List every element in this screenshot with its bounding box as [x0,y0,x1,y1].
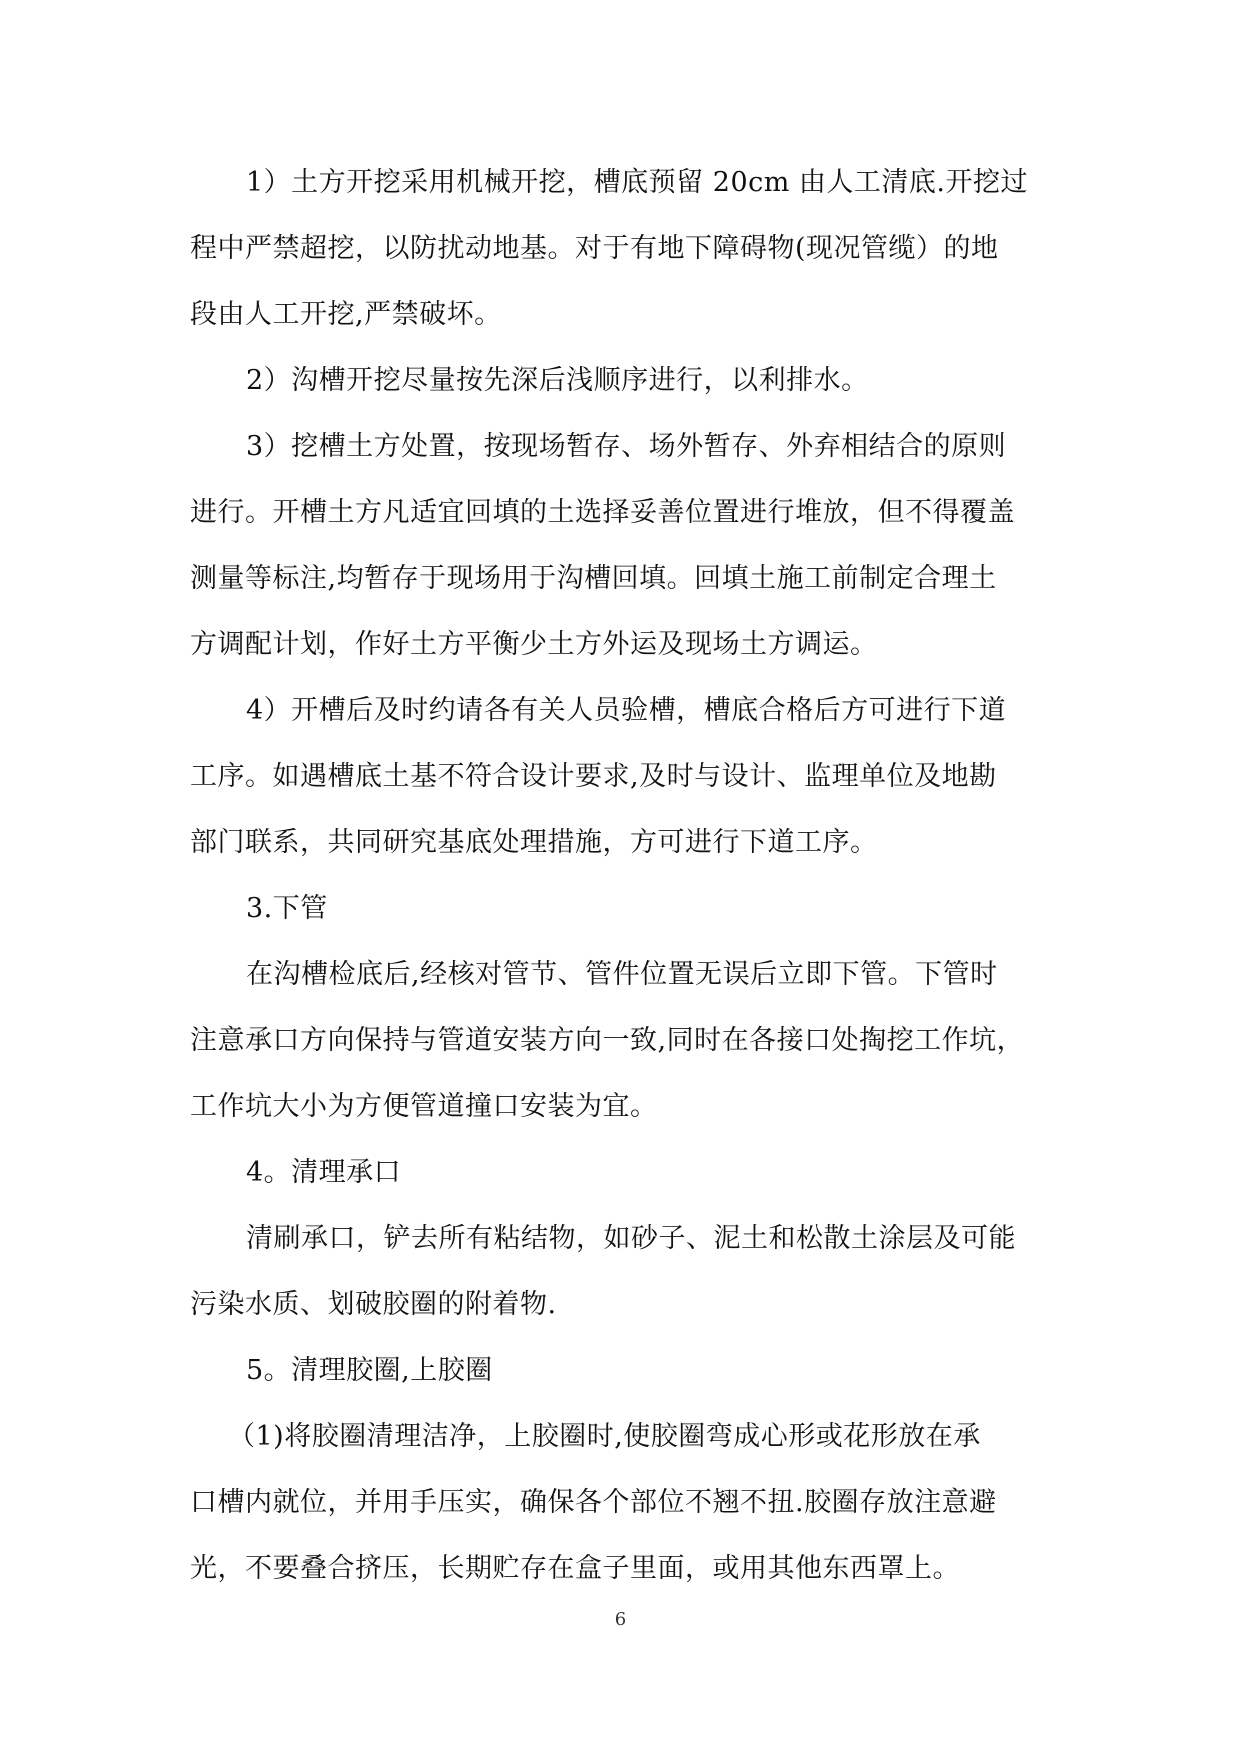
text-line: 口槽内就位，并用手压实，确保各个部位不翘不扭.胶圈存放注意避 [190,1487,997,1518]
text-line: 4。清理承口 [246,1157,402,1188]
text-line: （1)将胶圈清理洁净，上胶圈时,使胶圈弯成心形或花形放在承 [228,1421,981,1452]
text-line: 清刷承口，铲去所有粘结物，如砂子、泥土和松散土涂层及可能 [246,1223,1016,1254]
section-heading-clean-socket [190,1140,1060,1206]
text-line: 工序。如遇槽底土基不符合设计要求,及时与设计、监理单位及地勘 [190,761,997,792]
text-line: 进行。开槽土方凡适宜回填的土选择妥善位置进行堆放，但不得覆盖 [190,497,1015,528]
text-line: 段由人工开挖,严禁破坏。 [190,299,502,330]
paragraph-excavation-method [190,150,1060,348]
paragraph-soil-disposal [190,414,1060,678]
paragraph-excavation-order [190,348,1060,414]
paragraph-gasket-installation [190,1404,1060,1602]
text-line: 部门联系，共同研究基底处理措施，方可进行下道工序。 [190,827,878,858]
paragraph-pipe-lowering [190,942,1060,1140]
paragraph-clean-socket [190,1206,1060,1338]
page-number: 6 [614,1609,627,1630]
section-heading-gasket [190,1338,1060,1404]
text-line: 1）土方开挖采用机械开挖，槽底预留 20cm 由人工清底.开挖过 [246,167,1029,198]
text-line: 测量等标注,均暂存于现场用于沟槽回填。回填土施工前制定合理土 [190,563,997,594]
text-line: 在沟槽检底后,经核对管节、管件位置无误后立即下管。下管时 [246,959,998,990]
text-line: 5。清理胶圈,上胶圈 [246,1355,493,1386]
paragraph-trench-inspection [190,678,1060,876]
text-line: 工作坑大小为方便管道撞口安装为宜。 [190,1091,658,1122]
text-line: 光，不要叠合挤压，长期贮存在盒子里面，或用其他东西罩上。 [190,1553,960,1584]
text-line: 3）挖槽土方处置，按现场暂存、场外暂存、外弃相结合的原则 [246,431,1007,462]
text-line: 4）开槽后及时约请各有关人员验槽，槽底合格后方可进行下道 [246,695,1007,726]
text-line: 注意承口方向保持与管道安装方向一致,同时在各接口处掏挖工作坑， [190,1025,1025,1056]
text-line: 污染水质、划破胶圈的附着物. [190,1289,557,1320]
section-heading-pipe-lowering [190,876,1060,942]
body-text [190,150,1060,1602]
text-line: 3.下管 [246,893,328,924]
text-line: 方调配计划，作好土方平衡少土方外运及现场土方调运。 [190,629,878,660]
text-line: 2）沟槽开挖尽量按先深后浅顺序进行，以利排水。 [246,365,869,396]
text-line: 程中严禁超挖，以防扰动地基。对于有地下障碍物(现况管缆）的地 [190,233,999,264]
